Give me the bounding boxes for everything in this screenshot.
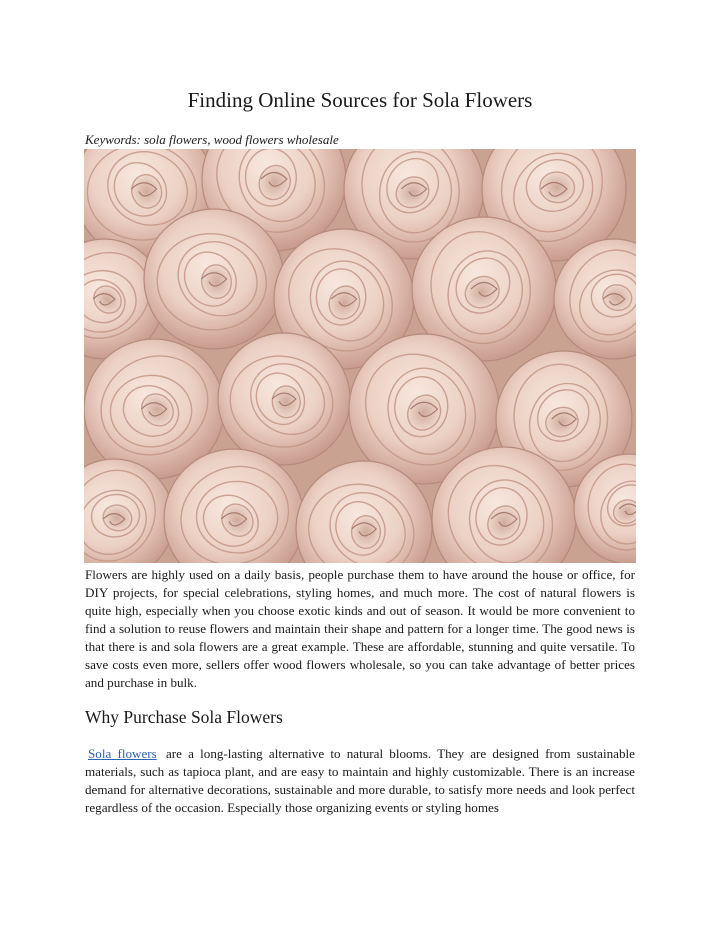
sola-flowers-link[interactable]: Sola flowers (88, 746, 157, 761)
section-heading: Why Purchase Sola Flowers (85, 707, 283, 727)
roses-photo (84, 149, 636, 563)
document-title: Finding Online Sources for Sola Flowers (187, 88, 533, 112)
sola-flowers-paragraph-text: are a long-lasting alternative to natural blooms. They are designed from sustainable materials, such as tapioca plant, and are easy to maintain and highly customizable. There is an increase demand for alternative decorations, sustainable and more durable, to satisfy more needs and look perfect regardless of the occasion. Especially those organizing events or styling homes (85, 746, 635, 815)
intro-paragraph: Flowers are highly used on a daily basis, people purchase them to have around the house or office, for DIY projects, for special celebrations, styling homes, and much more. The cost of natural flowers is quite high, especially when you choose exotic kinds and out of season. It would be more convenient to find a solution to reuse flowers and maintain their shape and pattern for a longer time. The good news is that there is and sola flowers are a great example. These are affordable, stunning and quite versatile. To save costs even more, sellers offer wood flowers wholesale, so you can take advantage of better prices and purchase in bulk. (85, 567, 635, 690)
sola-flowers-paragraph (85, 745, 635, 817)
keywords-line: Keywords: sola flowers, wood flowers wholesale (85, 132, 339, 147)
rose-bloom (218, 333, 350, 465)
rose-bloom (144, 209, 284, 349)
